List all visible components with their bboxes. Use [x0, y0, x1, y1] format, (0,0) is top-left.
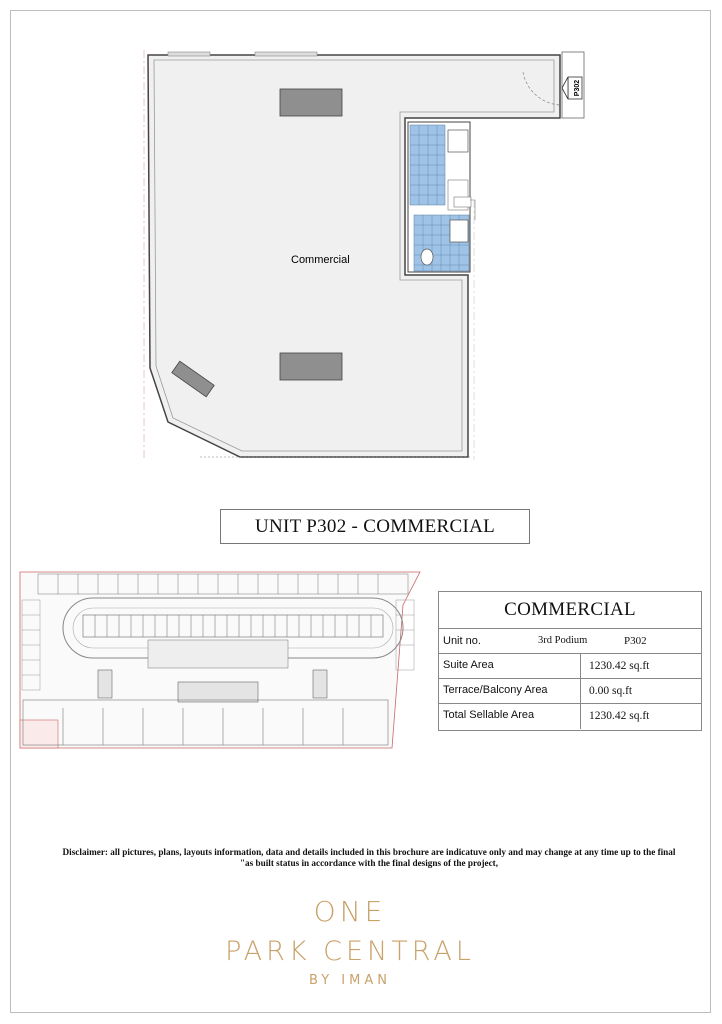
cabinet	[454, 197, 471, 207]
window-top-1	[168, 52, 210, 56]
total-area-label: Total Sellable Area	[443, 709, 535, 721]
ramp-center	[148, 640, 288, 668]
disclaimer-line-2: "as built status in accordance with the final designs of the project,	[239, 858, 499, 868]
sink-lower	[450, 220, 468, 242]
table-row	[439, 704, 701, 729]
suite-area-label: Suite Area	[443, 659, 494, 671]
column-top	[280, 89, 342, 116]
window-top-2	[255, 52, 317, 56]
suite-area-value: 1230.42 sq.ft	[580, 654, 649, 678]
brand-logo	[200, 895, 500, 988]
disclaimer-line-1: Disclaimer: all pictures, plans, layouts information, data and details included in this brochure are indicatuve only and may change at any time up to the final	[62, 847, 676, 857]
key-plan-highlight	[20, 720, 58, 748]
room-label: Commercial	[291, 254, 350, 266]
logo-line-by-iman: BY IMAN	[309, 973, 391, 988]
unit-floor-plan	[140, 50, 590, 465]
unit-code-value: P302	[624, 635, 647, 647]
unit-number-row	[439, 629, 701, 654]
toilet	[421, 249, 433, 265]
column-bottom	[280, 353, 342, 380]
key-plan	[18, 570, 426, 750]
details-heading: COMMERCIAL	[439, 592, 701, 629]
door-tag: P302	[574, 79, 581, 97]
sink-upper	[448, 130, 468, 152]
plan-outline	[148, 55, 560, 457]
unit-title: UNIT P302 - COMMERCIAL	[220, 509, 530, 544]
podium-value: 3rd Podium	[538, 635, 588, 646]
total-area-value: 1230.42 sq.ft	[580, 704, 649, 729]
disclaimer	[30, 847, 708, 869]
table-row	[439, 654, 701, 679]
terrace-area-value: 0.00 sq.ft	[580, 679, 632, 703]
table-row	[439, 679, 701, 704]
terrace-area-label: Terrace/Balcony Area	[443, 684, 548, 696]
logo-line-one: ONE	[313, 895, 387, 928]
logo-line-park-central: PARK CENTRAL	[225, 936, 475, 967]
unit-details-table	[438, 591, 702, 731]
unit-no-label: Unit no.	[443, 635, 481, 647]
